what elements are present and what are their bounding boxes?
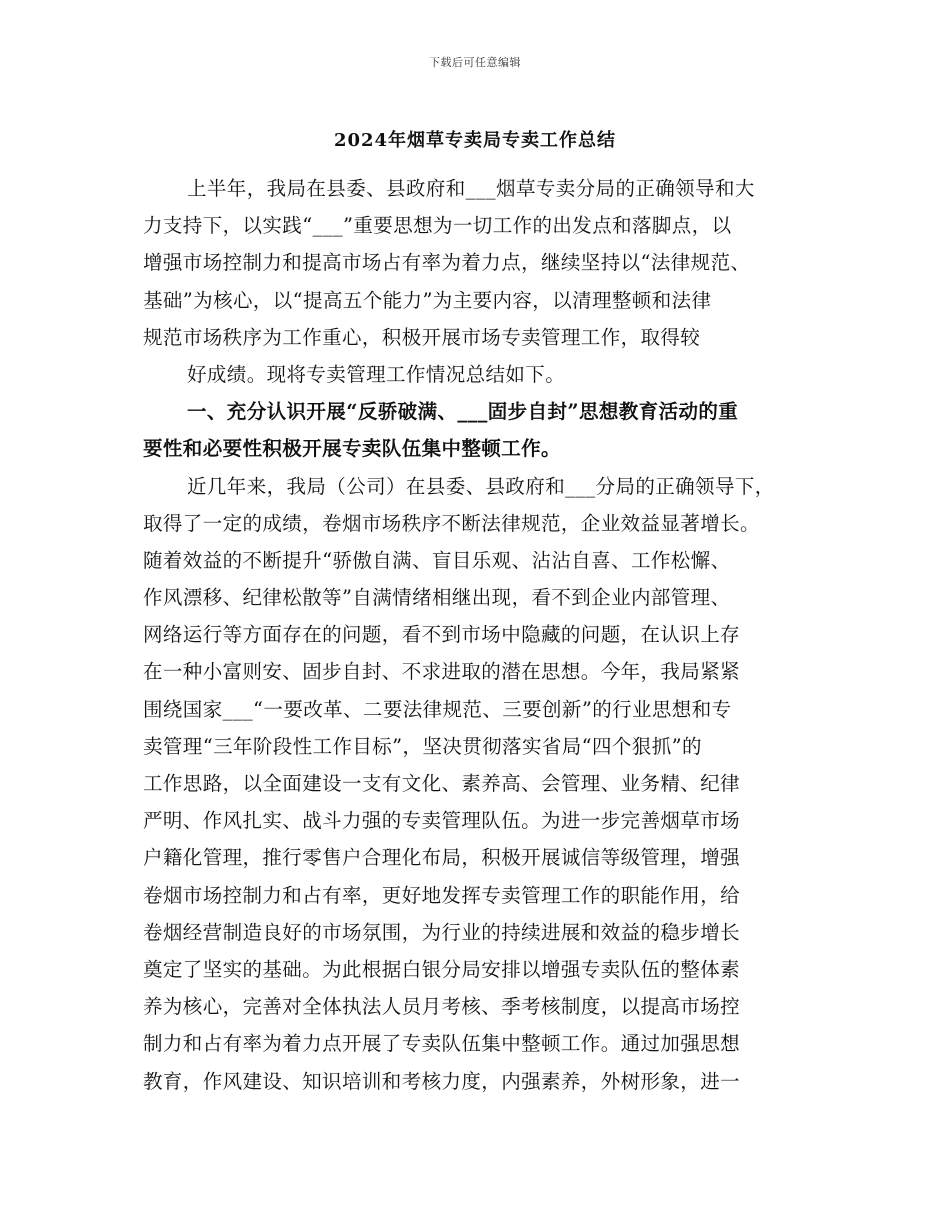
section-heading-line: 一、充分认识开展“反骄破满、___固步自封”思想教育活动的重: [187, 400, 739, 424]
body-line: 卖管理“三年阶段性工作目标”，坚决贯彻落实省局“四个狠抓”的: [143, 734, 702, 758]
body-line: 力支持下，以实践“___”重要思想为一切工作的出发点和落脚点，以: [143, 214, 732, 238]
body-line: 制力和占有率为着力点开展了专卖队伍集中整顿工作。通过加强思想: [143, 1032, 741, 1056]
header-note: 下载后可任意编辑: [429, 56, 521, 69]
body-line: 基础”为核心，以“提高五个能力”为主要内容，以清理整顿和法律: [143, 288, 712, 312]
document-body: [143, 170, 813, 1100]
body-line: 近几年来，我局（公司）在县委、县政府和___分局的正确领导下，: [187, 474, 775, 498]
body-line: 教育，作风建设、知识培训和考核力度，内强素养，外树形象，进一: [143, 1069, 741, 1093]
body-line: 取得了一定的成绩，卷烟市场秩序不断法律规范，企业效益显著增长。: [143, 511, 760, 535]
body-line: 严明、作风扎实、战斗力强的专卖管理队伍。为进一步完善烟草市场: [143, 809, 741, 833]
body-line: 上半年，我局在县委、县政府和___烟草专卖分局的正确领导和大: [187, 177, 755, 200]
body-line: 好成绩。现将专卖管理工作情况总结如下。: [187, 362, 566, 386]
body-line: 奠定了坚实的基础。为此根据白银分局安排以增强专卖队伍的整体素: [143, 957, 741, 981]
body-line: 增强市场控制力和提高市场占有率为着力点，继续坚持以“法律规范、: [143, 251, 751, 275]
body-line: 作风漂移、纪律松散等”自满情绪相继出现，看不到企业内部管理、: [143, 586, 731, 610]
body-line: 卷烟经营制造良好的市场氛围，为行业的持续进展和效益的稳步增长: [143, 920, 741, 944]
body-line: 卷烟市场控制力和占有率，更好地发挥专卖管理工作的职能作用，给: [143, 883, 741, 907]
body-line: 户籍化管理，推行零售户合理化布局，积极开展诚信等级管理，增强: [143, 846, 741, 870]
section-heading-line: 要性和必要性积极开展专卖队伍集中整顿工作。: [143, 437, 561, 461]
body-line: 养为核心，完善对全体执法人员月考核、季考核制度，以提高市场控: [143, 995, 741, 1019]
document-title: 2024年烟草专卖局专卖工作总结: [333, 130, 617, 151]
body-line: 随着效益的不断提升“骄傲自满、盲目乐观、沾沾自喜、工作松懈、: [143, 548, 731, 572]
body-line: 网络运行等方面存在的问题，看不到市场中隐藏的问题，在认识上存: [143, 623, 741, 647]
body-line: 工作思路，以全面建设一支有文化、素养高、会管理、业务精、纪律: [143, 772, 741, 795]
body-line: 在一种小富则安、固步自封、不求进取的潜在思想。今年，我局紧紧: [143, 660, 741, 684]
body-line: 规范市场秩序为工作重心，积极开展市场专卖管理工作，取得较: [143, 325, 701, 349]
body-line: 围绕国家___“一要改革、二要法律规范、三要创新”的行业思想和专: [143, 697, 732, 721]
